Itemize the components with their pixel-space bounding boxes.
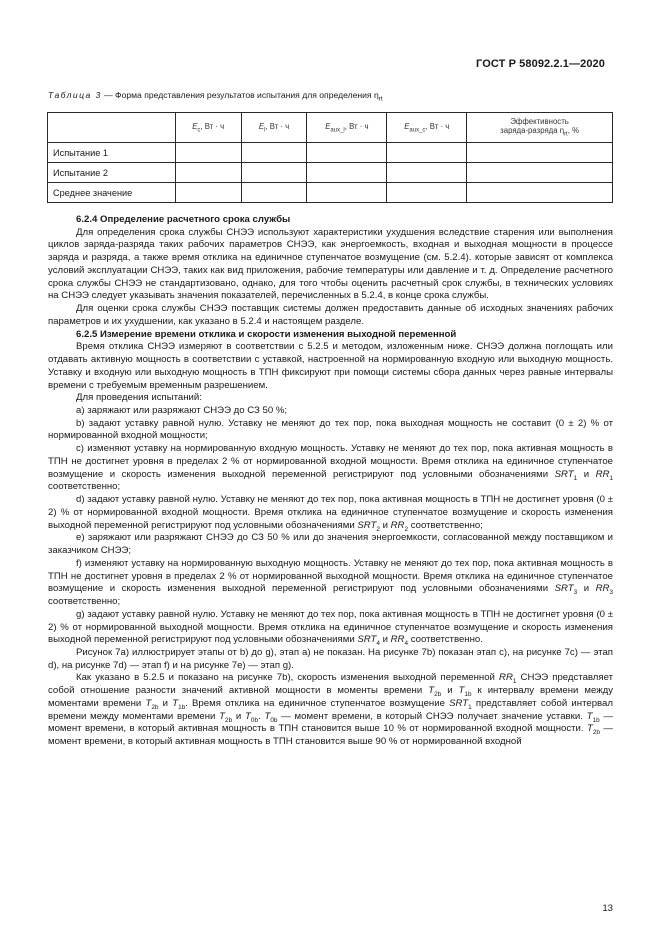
list-item-d: d) задают уставку равной нулю. Уставку не меняют до тех пор, пока активная мощность в ТПН не достигнет уровня (0 ± 2) % от нормированной входной мощности. Время отклика на единичное ступенчатое возмущение и скорость изменения выходной переменной регистрируют под условными обозначениями $SRT_2$ и $RR_2$ соответственно; [48,494,613,533]
header-blank [48,113,176,143]
list-item-f: f) изменяют уставку на нормированную выходную мощность. Уставку не меняют до тех пор, пока активная мощность в ТПН не достигнет уровня в пределах 2 % от нормированной выходной мощности. Время отклика на единичное ступенчатое возмущение и скорость изменения выходной переменной регистрируют под условными обозначениями $SRT_3$ и $RR_3$ соответственно; [48,557,613,608]
header-eaux-l: $E_{aux\_l}$, Вт · ч [307,113,387,143]
results-table [47,112,613,203]
header-eaux-c: $E_{aux\_c}$, Вт · ч [387,113,467,143]
header-el: $E_l$, Вт · ч [241,113,307,143]
table-row [48,183,613,203]
table-label: Таблица 3 [48,90,102,100]
list-item-b: b) задают уставку равной нулю. Уставку не меняют до тех пор, пока выходная мощность не составит (0 ± 2) % от нормированной входной мощности; [48,417,613,442]
table-caption [48,90,383,103]
header-ec: $E_c$, Вт · ч [175,113,241,143]
section-heading-625: 6.2.5 Измерение времени отклика и скорости изменения выходной переменной [76,328,457,340]
body-text [48,214,613,749]
list-item-e: e) заряжают или разряжают СНЭЭ до СЗ 50 % или до значения энергоемкости, согласованной между поставщиком и заказчиком СНЭЭ; [48,532,613,557]
table-caption-sub: rt [378,95,383,103]
list-item-c: c) изменяют уставку на нормированную входную мощность. Уставку не меняют до тех пор, пока активная мощность в ТПН не достигнет уровня в пределах 2 % от нормированной входной мощности. Время отклика на единичное ступенчатое возмущение и скорость изменения выходной переменной регистрируют под условными обозначениями $SRT_1$ и $RR_1$ соответственно; [48,443,613,493]
list-item-a: а) заряжают или разряжают СНЭЭ до СЗ 50 %; [76,405,288,417]
paragraph: Рисунок 7а) иллюстрирует этапы от b) до g), этап а) не показан. На рисунке 7b) показан этап c), на рисунке 7c) — этап d), на рисунке 7d) — этап f) и на рисунке 7e) — этап g). [48,646,613,671]
paragraph: Время отклика СНЭЭ измеряют в соответствии с 5.2.5 и методом, изложенным ниже. СНЭЭ должна поглощать или отдавать активную мощность в соответствии с уставкой, настроенной на нормированную входную или выходную мощность. Уставку и входную или выходную мощность в ТПН фиксируют при помощи системы сбора данных через равные интервалы времени с требуемым временным разрешением. [48,341,613,391]
document-header: ГОСТ Р 58092.2.1—2020 [476,58,605,70]
paragraph: Для оценки срока службы СНЭЭ поставщик системы должен предоставить данные об исходных значениях рабочих параметров и их ухудшении, как указано в 5.2.4 и настоящем разделе. [48,303,613,327]
row-label: Испытание 2 [48,163,176,183]
header-efficiency: Эффективность заряда-разряда $\eta_{rt}$, % [467,113,613,143]
paragraph: Для проведения испытаний: [76,392,202,404]
section-heading-624: 6.2.4 Определение расчетного срока службы [76,214,291,225]
paragraph: Для определения срока службы СНЭЭ используют характеристики ухудшения вследствие старения или выполнения циклов заряда-разряда таких рабочих параметров СНЭЭ, как энергоемкость, входная и выходная мощности в процессе заряда и разряда, а также время отклика на единичное ступенчатое возмущение (см. 5.2.4). которые зависят от комплекса условий эксплуатации СНЭЭ, таких как вид приложения, рабочие температуры или давление и т. д. Определение расчетного срока службы СНЭЭ не стандартизовано, однако, для того чтобы оценить расчетный срок службы, в технических условиях на СНЭЭ следует указывать значения показателей, перечисленных в 5.2.4, в конце срока службы. [48,226,613,302]
table-header-row [48,113,613,143]
row-label: Среднее значение [48,183,176,203]
row-label: Испытание 1 [48,143,176,163]
table-row [48,163,613,183]
table-row [48,143,613,163]
paragraph: Как указано в 5.2.5 и показано на рисунке 7b), скорость изменения выходной переменной $RR_1$ СНЭЭ представляет собой отношение разности значений активной мощности в моменты времени $T_{2b}$ и $T_{1b}$ к интервалу времени между моментами времени $T_{2b}$ и $T_{1b}$. Время отклика на единичное ступенчатое возмущение $SRT_1$ представляет собой интервал времени между моментами времени $T_{2b}$ и $T_{0b}$. $T_{0b}$ — момент времени, в который СНЭЭ получает значение уставки. $T_{1b}$ — момент времени, в который активная мощность в ТПН становится выше 10 % от нормированной входной мощности. $T_{2b}$ — момент времени, в который активная мощность в ТПН становится выше 90 % от нормированной входной [48,672,614,748]
table-caption-text: — Форма представления результатов испытания для определения η [104,90,379,100]
page-number: 13 [602,903,613,914]
list-item-g: g) задают уставку равной нулю. Уставку не меняют до тех пор, пока активная мощность в ТПН не достигнет уровня (0 ± 2) % от нормированной выходной мощности. Время отклика на единичное ступенчатое возмущение и скорость изменения выходной переменной регистрируют под условными обозначениями $SRT_4$ и $RR_4$ соответственно. [48,608,613,648]
